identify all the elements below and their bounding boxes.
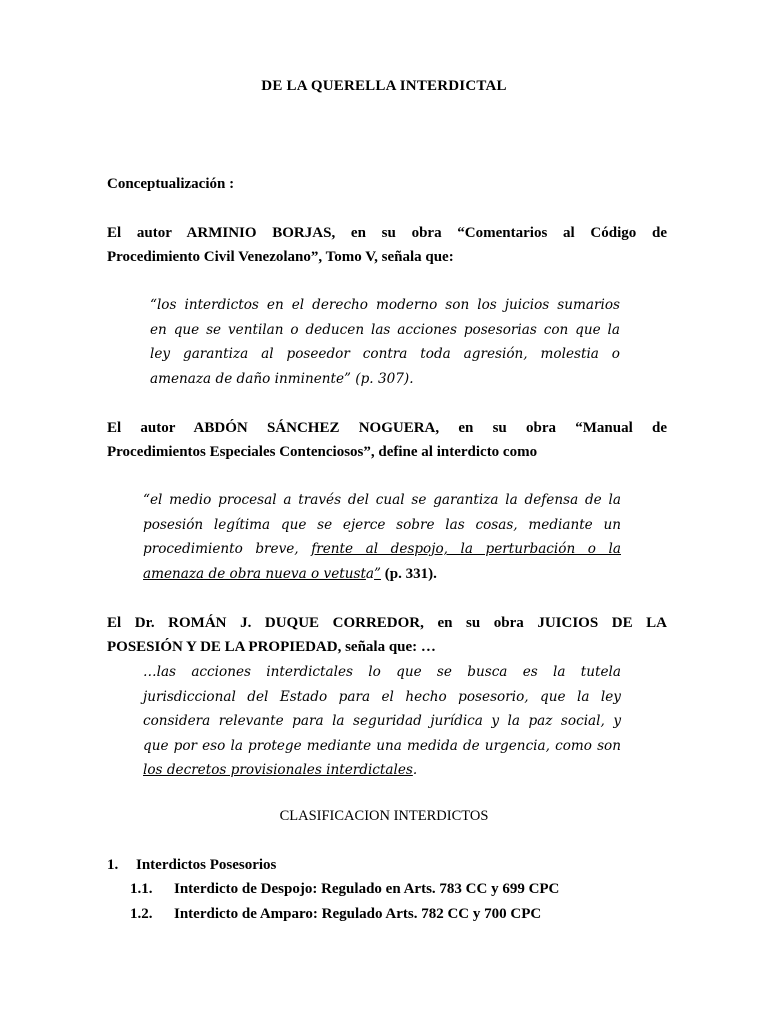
underlined-text: frente al despojo, la perturbación o la: [311, 541, 621, 557]
quote-sanchez-noguera: [143, 488, 621, 586]
quote-duque-corredor: [143, 660, 621, 783]
paragraph-borjas: [107, 221, 667, 269]
list-number: 1.2.: [130, 906, 153, 922]
underlined-text: amenaza de obra nueva o vetust: [143, 565, 366, 582]
quote-line: que por eso la protege mediante una medida de urgencia, como son: [143, 737, 621, 754]
quote-borjas: [150, 293, 620, 391]
classification-heading: CLASIFICACION INTERDICTOS: [279, 808, 489, 824]
paragraph-sanchez-noguera: [107, 416, 667, 464]
paragraph-line: Procedimiento Civil Venezolano”, Tomo V, señala que:: [107, 249, 454, 265]
quote-line: considera relevante para la seguridad jurídica y la paz social, y: [143, 713, 621, 729]
quote-line: amenaza de daño inminente” (p. 307).: [150, 370, 414, 387]
quote-line: ley garantiza al poseedor contra toda agresión, molestia o: [150, 346, 620, 362]
paragraph-duque-corredor: [107, 611, 667, 659]
quote-line: [143, 758, 621, 783]
paragraph-line: Procedimientos Especiales Contenciosos”, define al interdicto como: [107, 444, 538, 460]
quote-line: “los interdictos en el derecho moderno son los juicios sumarios: [150, 297, 620, 313]
list-item-interdicto-despojo: [130, 881, 559, 898]
quote-line: jurisdiccional del Estado para el hecho posesorio, que la ley: [143, 688, 621, 705]
list-number: 1.1.: [130, 881, 153, 897]
paragraph-line: POSESIÓN Y DE LA PROPIEDAD, señala que: …: [107, 639, 436, 655]
quote-line: posesión legítima que se ejerce sobre las cosas, mediante un: [143, 516, 621, 533]
quote-text: a: [365, 565, 375, 582]
page-reference: (p. 331).: [380, 565, 437, 582]
document-title: DE LA QUERELLA INTERDICTAL: [261, 78, 507, 94]
quote-line: [143, 537, 621, 562]
quote-text: .: [412, 762, 418, 778]
quote-line: “el medio procesal a través del cual se garantiza la defensa de la: [143, 492, 621, 508]
underlined-text: los decretos provisionales interdictales: [143, 762, 413, 778]
list-text: Interdictos Posesorios: [136, 857, 277, 873]
section-heading-conceptualizacion: Conceptualización :: [107, 176, 235, 192]
paragraph-line: El Dr. ROMÁN J. DUQUE CORREDOR, en su obra JUICIOS DE LA: [107, 615, 667, 631]
list-item-interdictos-posesorios: [107, 857, 276, 874]
list-item-interdicto-amparo: [130, 906, 541, 923]
underlined-text: ”: [374, 565, 381, 582]
quote-line: en que se ventilan o deducen las acciones posesorias con que la: [150, 321, 620, 338]
paragraph-line: El autor ABDÓN SÁNCHEZ NOGUERA, en su obra “Manual de: [107, 420, 667, 436]
quote-line: [143, 562, 621, 587]
list-number: 1.: [107, 857, 119, 873]
paragraph-line: El autor ARMINIO BORJAS, en su obra “Comentarios al Código de: [107, 225, 667, 241]
quote-line: …las acciones interdictales lo que se busca es la tutela: [143, 664, 621, 680]
list-text: Interdicto de Despojo: Regulado en Arts. 783 CC y 699 CPC: [174, 881, 560, 897]
list-text: Interdicto de Amparo: Regulado Arts. 782 CC y 700 CPC: [174, 906, 542, 922]
quote-text: procedimiento breve,: [143, 541, 312, 557]
